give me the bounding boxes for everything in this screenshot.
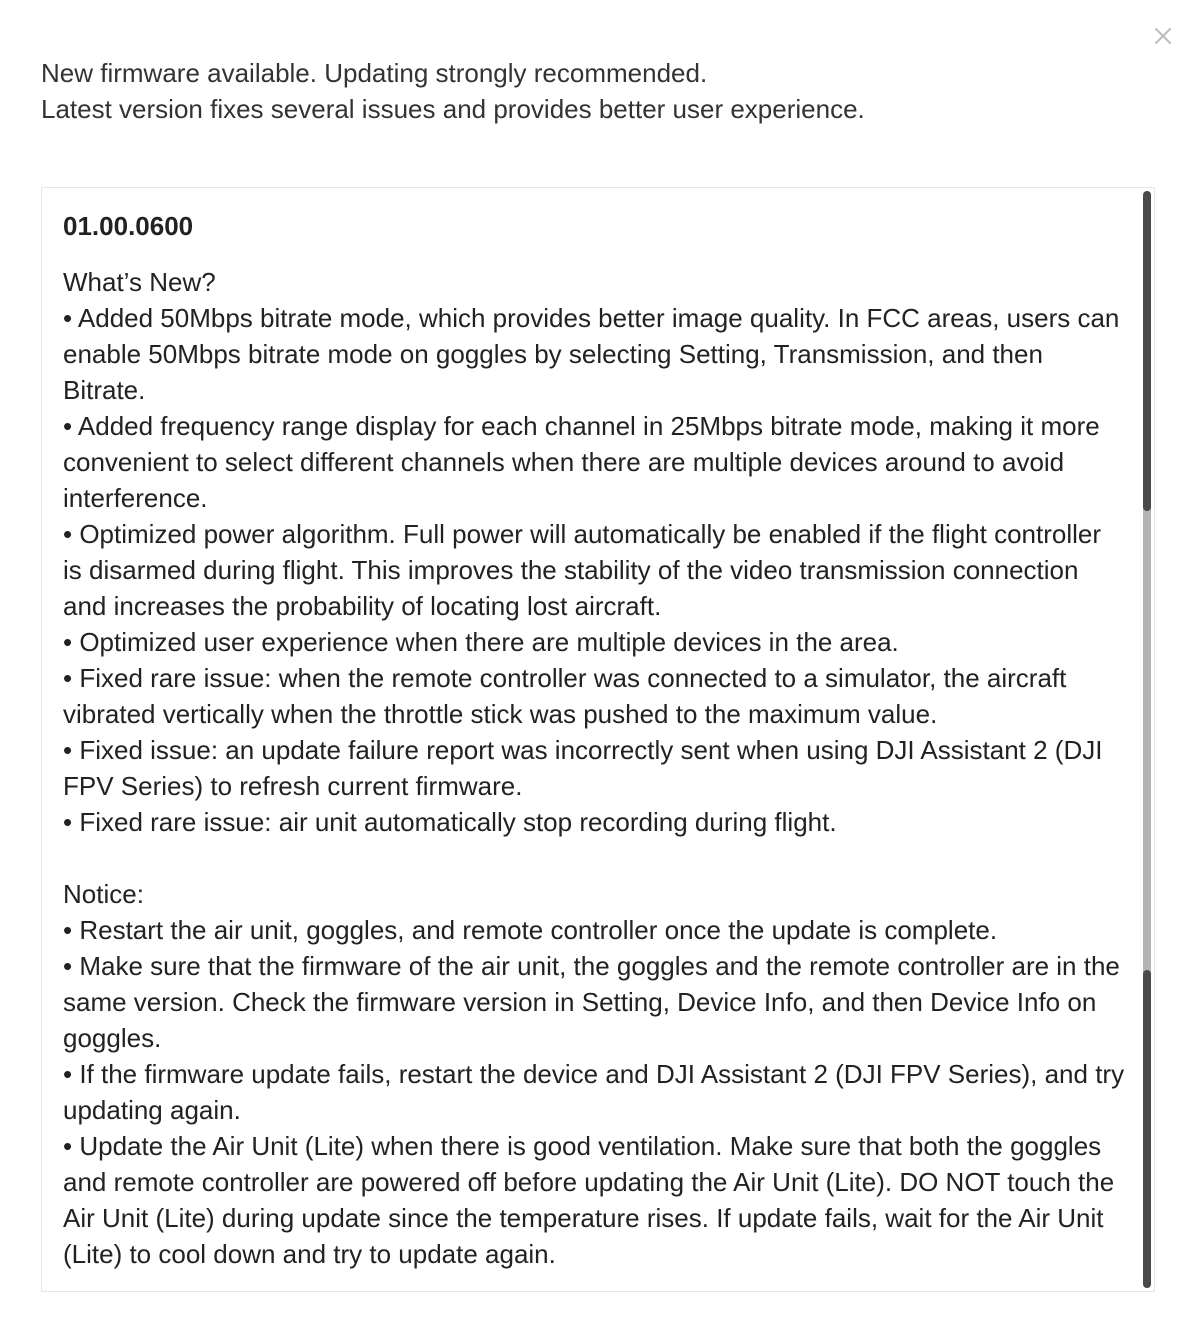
note-line: • Added frequency range display for each channel in 25Mbps bitrate mode, making it more — [63, 411, 1100, 441]
note-line: • Optimized power algorithm. Full power will automatically be enabled if the flight controller — [63, 519, 1102, 549]
note-line: is disarmed during flight. This improves the stability of the video transmission connection — [63, 555, 1079, 585]
section-spacer — [63, 840, 1125, 876]
update-message — [41, 55, 1141, 127]
note-line: • Update the Air Unit (Lite) when there is good ventilation. Make sure that both the goggles — [63, 1131, 1102, 1161]
note-line: • Make sure that the firmware of the air unit, the goggles and the remote controller are in the — [63, 951, 1120, 981]
whats-new-list — [63, 300, 1125, 840]
scrollbar-thumb-secondary[interactable] — [1143, 970, 1151, 1288]
note-line: • Fixed rare issue: air unit automatically stop recording during flight. — [63, 807, 837, 837]
note-line: FPV Series) to refresh current firmware. — [63, 771, 523, 801]
note-line: • Added 50Mbps bitrate mode, which provides better image quality. In FCC areas, users can — [63, 303, 1120, 333]
update-message-line-1: New firmware available. Updating strongly recommended. — [41, 58, 708, 88]
note-line: and increases the probability of locating lost aircraft. — [63, 591, 662, 621]
scrollbar[interactable] — [1140, 188, 1154, 1291]
note-line: updating again. — [63, 1095, 241, 1125]
note-line: goggles. — [63, 1023, 162, 1053]
notice-heading: Notice: — [63, 879, 144, 909]
update-message-line-2: Latest version fixes several issues and provides better user experience. — [41, 94, 865, 124]
release-notes-content — [63, 208, 1125, 1272]
note-line: interference. — [63, 483, 208, 513]
scrollbar-thumb[interactable] — [1143, 191, 1151, 511]
whats-new-heading: What’s New? — [63, 267, 216, 297]
note-line: • Optimized user experience when there are multiple devices in the area. — [63, 627, 899, 657]
notice-list — [63, 912, 1125, 1272]
note-line: (Lite) to cool down and try to update again. — [63, 1239, 556, 1269]
note-line: enable 50Mbps bitrate mode on goggles by selecting Setting, Transmission, and then — [63, 339, 1043, 369]
note-line: convenient to select different channels when there are multiple devices around to avoid — [63, 447, 1065, 477]
firmware-version: 01.00.0600 — [63, 211, 194, 241]
note-line: and remote controller are powered off before updating the Air Unit (Lite). DO NOT touch the — [63, 1167, 1115, 1197]
note-line: • Fixed issue: an update failure report was incorrectly sent when using DJI Assistant 2 (DJI — [63, 735, 1103, 765]
close-icon — [1153, 26, 1173, 46]
note-line: • Fixed rare issue: when the remote controller was connected to a simulator, the aircraft — [63, 663, 1067, 693]
release-notes-panel[interactable] — [41, 187, 1155, 1292]
note-line: • If the firmware update fails, restart the device and DJI Assistant 2 (DJI FPV Series), and try — [63, 1059, 1125, 1089]
close-button[interactable] — [1153, 26, 1173, 46]
note-line: vibrated vertically when the throttle stick was pushed to the maximum value. — [63, 699, 938, 729]
note-line: Air Unit (Lite) during update since the temperature rises. If update fails, wait for the Air Unit — [63, 1203, 1104, 1233]
note-line: same version. Check the firmware version in Setting, Device Info, and then Device Info on — [63, 987, 1097, 1017]
note-line: Bitrate. — [63, 375, 146, 405]
note-line: • Restart the air unit, goggles, and remote controller once the update is complete. — [63, 915, 998, 945]
